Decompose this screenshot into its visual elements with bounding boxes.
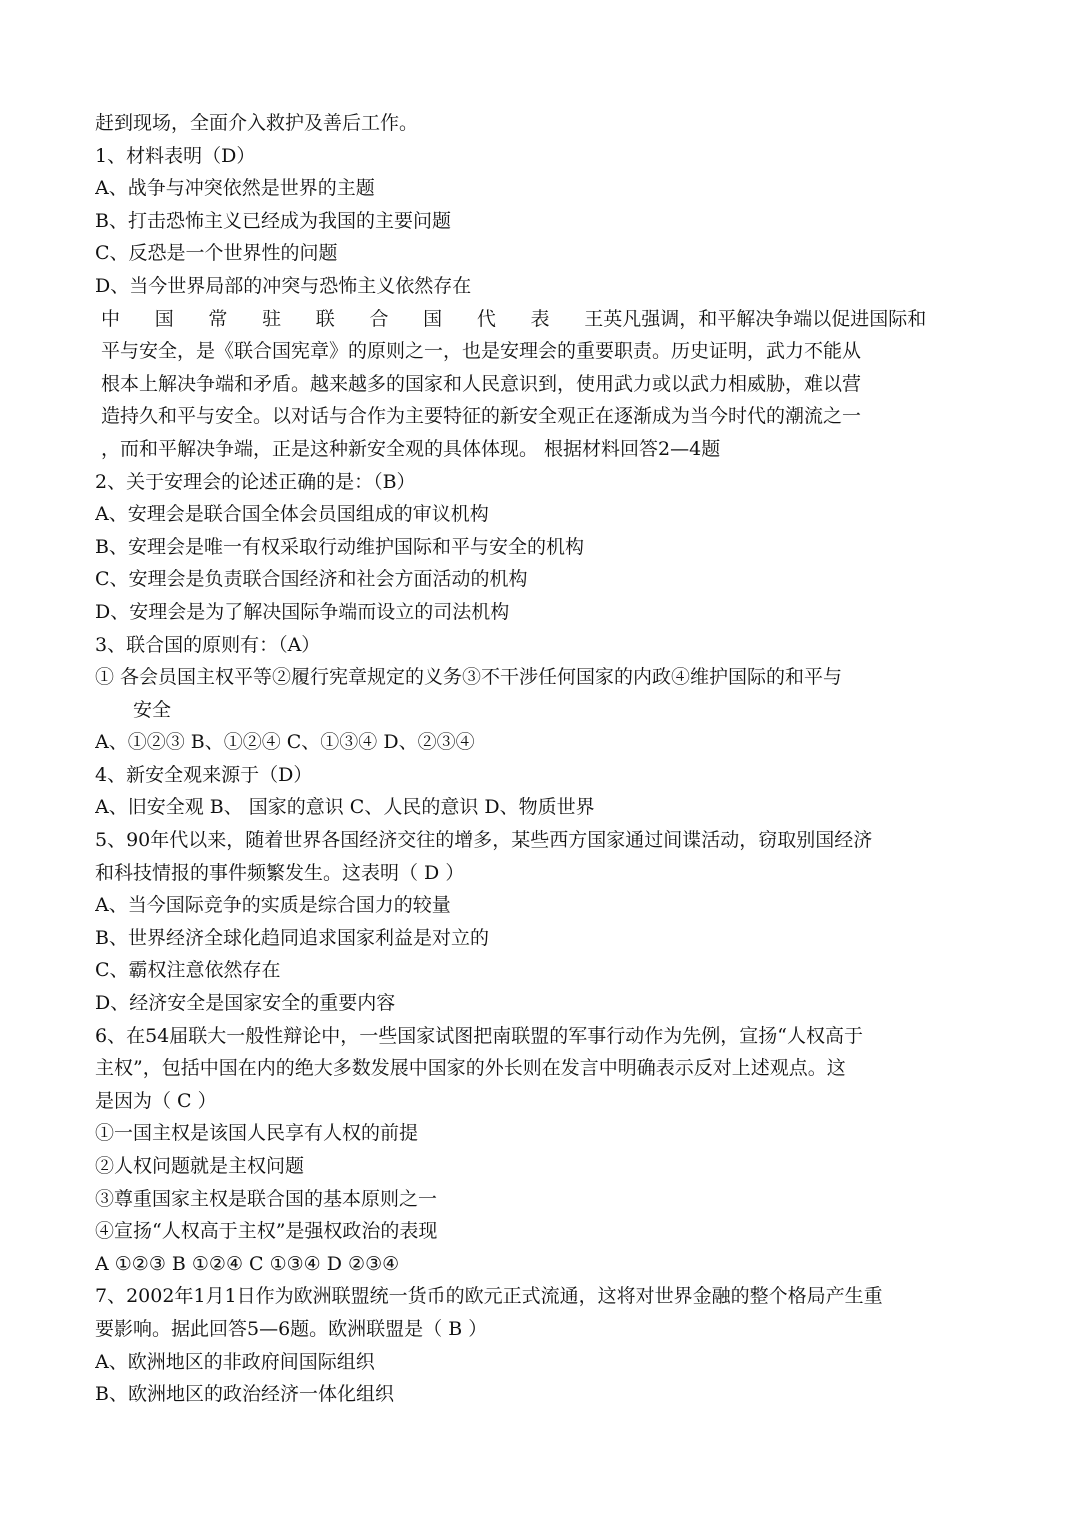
material-paragraph — [95, 303, 983, 466]
text-line: A、①②③ B、①②④ C、①③④ D、②③④ — [95, 731, 475, 754]
text-line: D、安理会是为了解决国际争端而设立的司法机构 — [95, 600, 510, 623]
material-line-4: 造持久和平与安全。以对话与合作为主要特征的新安全观正在逐渐成为当今时代的潮流之一 — [101, 405, 862, 428]
text-line: B、世界经济全球化趋同追求国家利益是对立的 — [95, 926, 489, 949]
spread-char: 驻 — [262, 307, 282, 330]
text-line: ②人权问题就是主权问题 — [95, 1155, 305, 1177]
material-line-3: 根本上解决争端和矛盾。越来越多的国家和人民意识到，使用武力或以武力相威胁，难以营 — [101, 372, 862, 395]
text-line: 是因为（ C ） — [95, 1089, 217, 1112]
text-line: 3、联合国的原则有：（A） — [95, 633, 321, 656]
document-page — [95, 107, 983, 1411]
text-line: 6、在54届联大一般性辩论中，一些国家试图把南联盟的军事行动作为先例，宣扬“人权高于 — [95, 1024, 863, 1047]
text-line: A、欧洲地区的非政府间国际组织 — [95, 1350, 375, 1373]
text-line: C、反恐是一个世界性的问题 — [95, 242, 338, 265]
question-1-block — [95, 107, 983, 303]
text-line: C、安理会是负责联合国经济和社会方面活动的机构 — [95, 568, 528, 591]
text-line: 5、90年代以来，随着世界各国经济交往的增多，某些西方国家通过间谍活动，窃取别国经济 — [95, 829, 873, 852]
spread-char: 联 — [315, 307, 335, 330]
spread-char: 表 — [530, 307, 550, 330]
spread-char: 中 — [101, 307, 121, 330]
spread-title — [101, 308, 584, 330]
text-line: ①一国主权是该国人民享有人权的前提 — [95, 1122, 419, 1145]
text-line: C、霸权注意依然存在 — [95, 959, 281, 982]
text-line: 要影响。据此回答5—6题。欧洲联盟是（ B ） — [95, 1317, 488, 1340]
text-line: 赶到现场，全面介入救护及善后工作。 — [95, 112, 419, 134]
material-line-5: ，而和平解决争端，正是这种新安全观的具体体现。 根据材料回答2—4题 — [101, 437, 721, 460]
text-line: B、打击恐怖主义已经成为我国的主要问题 — [95, 209, 451, 232]
text-line: 4、新安全观来源于（D） — [95, 763, 313, 786]
text-line: 和科技情报的事件频繁发生。这表明（ D ） — [95, 861, 465, 884]
text-line: ① 各会员国主权平等②履行宪章规定的义务③不干涉任何国家的内政④维护国际的和平与 — [95, 666, 843, 689]
text-line: B、安理会是唯一有权采取行动维护国际和平与安全的机构 — [95, 535, 584, 558]
text-line: 7、2002年1月1日作为欧洲联盟统一货币的欧元正式流通，这将对世界金融的整个格局产生重 — [95, 1285, 883, 1308]
text-line: 1、材料表明（D） — [95, 144, 256, 167]
spread-char: 合 — [369, 307, 389, 330]
text-line: 主权”，包括中国在内的绝大多数发展中国家的外长则在发言中明确表示反对上述观点。这 — [95, 1057, 846, 1080]
spread-char: 国 — [423, 307, 443, 330]
material-line-1 — [95, 303, 983, 336]
text-line: A、旧安全观 B、 国家的意识 C、人民的意识 D、物质世界 — [95, 796, 595, 819]
text-line: ④宣扬“人权高于主权”是强权政治的表现 — [95, 1220, 438, 1243]
text-line: A、战争与冲突依然是世界的主题 — [95, 177, 375, 200]
text-line: A ①②③ B ①②④ C ①③④ D ②③④ — [95, 1252, 400, 1275]
material-line-2: 平与安全，是《联合国宪章》的原则之一，也是安理会的重要职责。历史证明，武力不能从 — [101, 340, 862, 363]
text-line: ③尊重国家主权是联合国的基本原则之一 — [95, 1187, 438, 1210]
text-line: 安全 — [133, 698, 172, 721]
material-line-1-rest: 王英凡强调，和平解决争端以促进国际和 — [584, 307, 927, 330]
text-line: A、当今国际竞争的实质是综合国力的较量 — [95, 894, 451, 917]
text-line: 2、关于安理会的论述正确的是：（B） — [95, 470, 416, 493]
text-line: B、欧洲地区的政治经济一体化组织 — [95, 1383, 394, 1406]
spread-char: 代 — [476, 307, 496, 330]
spread-char: 常 — [208, 307, 228, 330]
spread-char: 国 — [154, 307, 174, 330]
questions-2-7-block — [95, 466, 983, 1411]
text-line: D、当今世界局部的冲突与恐怖主义依然存在 — [95, 274, 472, 297]
text-line: A、安理会是联合国全体会员国组成的审议机构 — [95, 503, 489, 526]
text-line: D、经济安全是国家安全的重要内容 — [95, 992, 396, 1015]
